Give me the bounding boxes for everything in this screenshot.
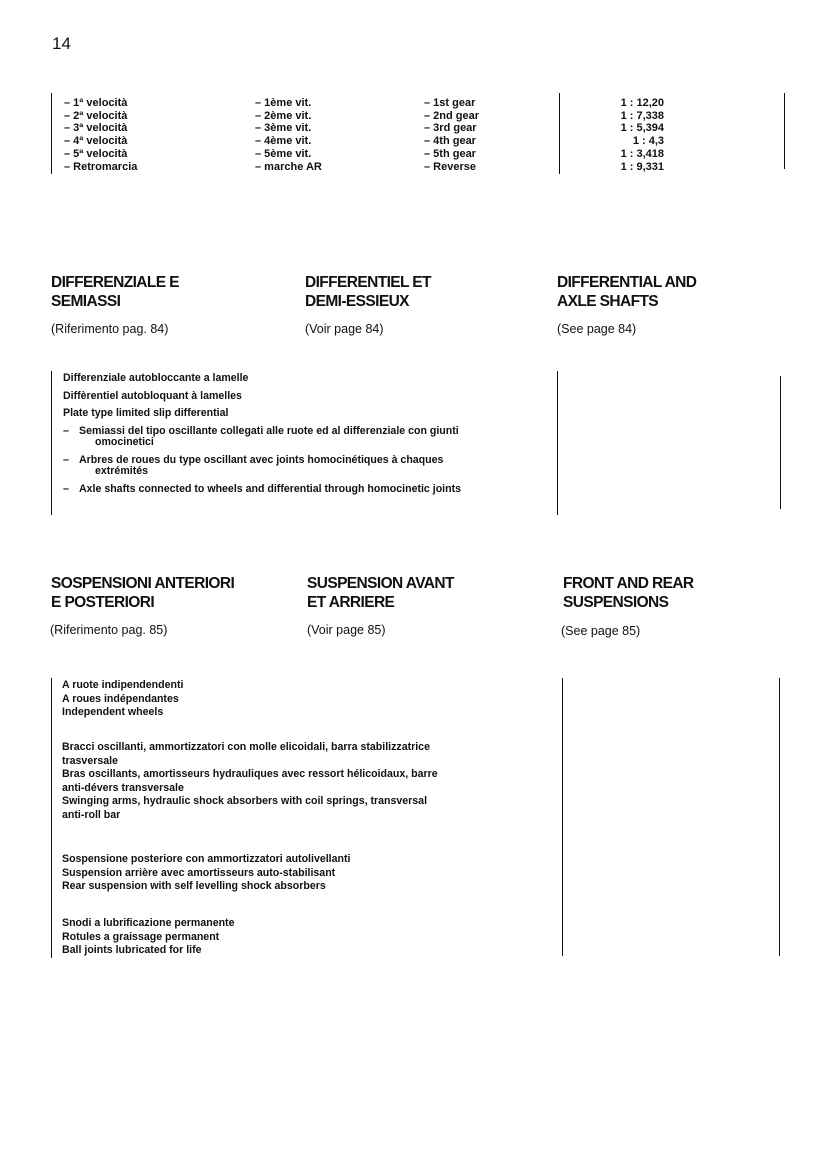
gear-fr-4: – 4ème vit. xyxy=(255,135,312,148)
gear-en-4: – 4th gear xyxy=(424,135,476,148)
differential-ref-fr: (Voir page 84) xyxy=(305,322,384,336)
differential-line-en: Plate type limited slip differential xyxy=(63,407,229,419)
axle-shaft-item-it: – Semiassi del tipo oscillante collegati alle ruote ed al differenziale con giunti omocinetici xyxy=(63,424,459,448)
ratio-reverse: 1 : 9,331 xyxy=(620,160,664,173)
suspension-ref-it: (Riferimento pag. 85) xyxy=(50,623,168,637)
ratio-5: 1 : 3,418 xyxy=(620,147,664,160)
gear-fr-1: – 1ème vit. xyxy=(255,97,312,109)
gear-it-3: – 3ª velocità xyxy=(64,122,128,135)
gear-ratios xyxy=(598,97,664,173)
gear-it-reverse: – Retromarcia xyxy=(64,160,138,173)
differential-mid-rule xyxy=(557,371,558,515)
differential-ref-en: (See page 84) xyxy=(557,322,637,336)
suspension-right-rule xyxy=(779,678,780,956)
differential-spec-text xyxy=(63,373,533,501)
suspension-left-rule xyxy=(51,678,52,958)
suspension-group-joints: Snodi a lubrificazione permanente Rotules a graissage permanent Ball joints lubricated for life xyxy=(62,917,235,957)
suspension-ref-fr: (Voir page 85) xyxy=(307,623,386,637)
gear-it-2: – 2ª velocità xyxy=(64,109,128,122)
differential-left-rule xyxy=(51,371,52,515)
suspension-heading-fr: SUSPENSION AVANT ET ARRIERE xyxy=(307,575,454,611)
gear-fr-3: – 3ème vit. xyxy=(255,122,312,135)
suspension-group-wheels: A ruote indipendendenti A roues indépendantes Independent wheels xyxy=(62,679,184,719)
ratio-3: 1 : 5,394 xyxy=(620,122,664,135)
gear-en-2: – 2nd gear xyxy=(424,109,480,122)
ratio-right-rule xyxy=(784,93,785,169)
gear-left-rule xyxy=(51,93,52,174)
gear-it-1: – 1ª velocità xyxy=(64,97,128,109)
gear-en-5: – 5th gear xyxy=(424,147,476,160)
suspension-heading-en: FRONT AND REAR SUSPENSIONS xyxy=(563,575,694,611)
axle-shaft-item-fr: – Arbres de roues du type oscillant avec joints homocinétiques à chaques extrémités xyxy=(63,453,444,477)
ratio-1: 1 : 12,20 xyxy=(620,97,664,109)
gear-fr-reverse: – marche AR xyxy=(255,160,322,173)
page-number: 14 xyxy=(52,34,71,53)
gear-en-reverse: – Reverse xyxy=(424,160,476,173)
suspension-group-rear: Sospensione posteriore con ammortizzatori autolivellanti Suspension arrière avec amortisseurs auto-stabilisant Rear suspension with self levelling shock absorbers xyxy=(62,853,351,893)
suspension-ref-en: (See page 85) xyxy=(561,624,641,638)
axle-shaft-item-en: – Axle shafts connected to wheels and differential through homocinetic joints xyxy=(63,482,462,495)
gear-it-5: – 5ª velocità xyxy=(64,147,128,160)
differential-ref-it: (Riferimento pag. 84) xyxy=(51,322,169,336)
ratio-left-rule xyxy=(559,93,560,174)
differential-line-fr: Diffèrentiel autobloquant à lamelles xyxy=(63,389,242,402)
suspension-group-arms: Bracci oscillanti, ammortizzatori con molle elicoidali, barra stabilizzatrice trasversale Bras oscillants, amortisseurs hydrauliques avec ressort hélicoidaux, barre anti-dévers transversale Swinging arms, hydraulic shock absorbers with coil springs, transversal anti-roll bar xyxy=(62,741,438,821)
differential-heading-it: DIFFERENZIALE E SEMIASSI xyxy=(51,274,179,310)
ratio-4: 1 : 4,3 xyxy=(632,135,664,148)
gears-italian xyxy=(64,97,137,173)
suspension-heading-it: SOSPENSIONI ANTERIORI E POSTERIORI xyxy=(51,575,235,611)
differential-heading-en: DIFFERENTIAL AND AXLE SHAFTS xyxy=(557,274,697,310)
differential-right-rule xyxy=(780,376,781,509)
suspension-mid-rule xyxy=(562,678,563,956)
gears-english xyxy=(424,97,479,173)
gear-fr-2: – 2ème vit. xyxy=(255,109,312,122)
gear-fr-5: – 5ème vit. xyxy=(255,147,312,160)
gear-en-1: – 1st gear xyxy=(424,97,476,109)
ratio-2: 1 : 7,338 xyxy=(620,109,664,122)
differential-line-it: Differenziale autobloccante a lamelle xyxy=(63,372,249,384)
differential-heading-fr: DIFFERENTIEL ET DEMI-ESSIEUX xyxy=(305,274,431,310)
gears-french xyxy=(255,97,322,173)
gear-en-3: – 3rd gear xyxy=(424,122,477,135)
gear-it-4: – 4ª velocità xyxy=(64,135,128,148)
